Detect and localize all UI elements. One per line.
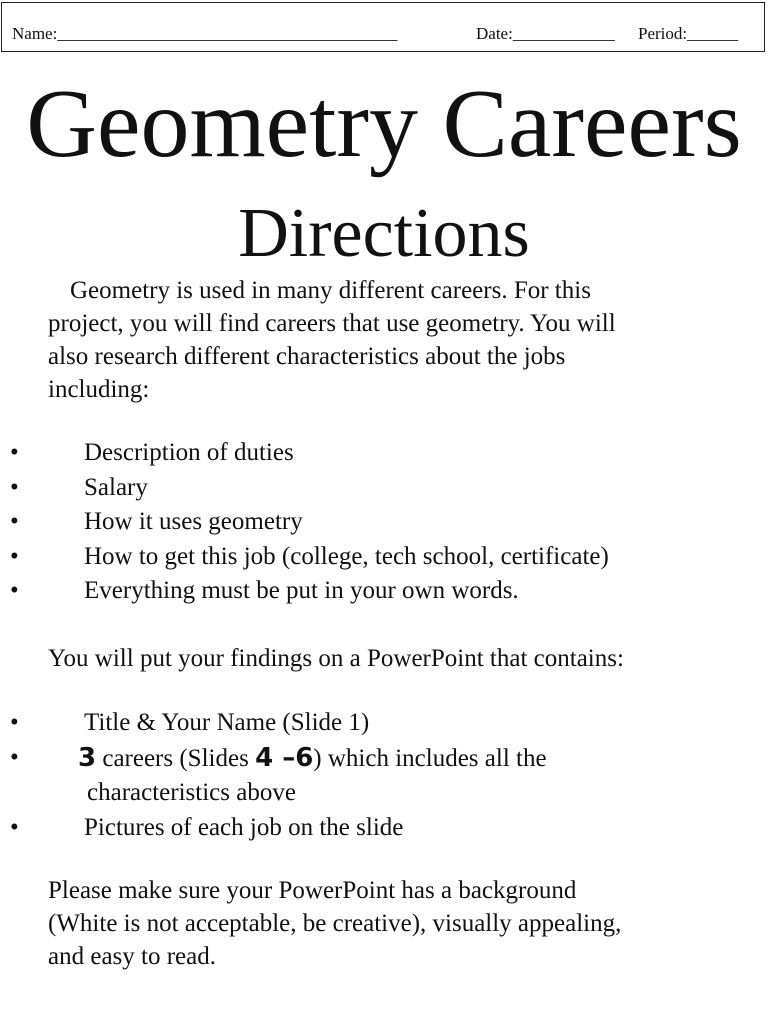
page-title: Geometry Careers [26, 70, 742, 178]
list-item [0, 540, 768, 575]
intro-line: also research different characteristics about the jobs [48, 343, 566, 370]
list-item-text: Description of duties [84, 439, 294, 466]
list-item [0, 471, 768, 506]
list-item-text: Everything must be put in your own words. [84, 577, 519, 604]
list-item [0, 505, 768, 540]
page-subtitle: Directions [238, 195, 530, 272]
bullet-icon: • [10, 577, 19, 604]
period-field-label: Period:______ [638, 24, 739, 43]
list-item-text: Pictures of each job on the slide [84, 813, 404, 841]
closing-line: Please make sure your PowerPoint has a background [48, 877, 577, 904]
requirements-list [0, 706, 768, 845]
list-item [0, 706, 768, 741]
bullet-icon: • [10, 813, 19, 841]
list-item [0, 436, 768, 471]
closing-paragraph [48, 874, 748, 973]
list-item-text: careers (Slides [96, 744, 256, 772]
closing-line: and easy to read. [48, 943, 216, 970]
closing-line: (White is not acceptable, be creative), visually appealing, [48, 910, 622, 937]
bullet-icon: • [10, 542, 19, 570]
list-item [0, 811, 768, 846]
intro-paragraph [48, 274, 748, 406]
student-info-header [1, 2, 765, 52]
bullet-icon: • [10, 473, 19, 501]
list-item-text: ) which includes all the [313, 744, 547, 772]
list-item-text: characteristics above [87, 779, 296, 806]
bullet-icon: • [10, 508, 19, 535]
list-item-text: How to get this job (college, tech school, certificate) [84, 542, 609, 570]
handwritten-slide-range: 4 –6 [255, 742, 314, 773]
characteristics-list [0, 436, 768, 609]
list-item [0, 574, 768, 609]
list-item-text: Title & Your Name (Slide 1) [84, 709, 370, 736]
list-item-text: How it uses geometry [84, 508, 303, 535]
list-item-text: Salary [84, 473, 148, 501]
name-field-label: Name:________________________________________ [12, 24, 398, 43]
intro-line: including: [48, 376, 150, 403]
intro-line: project, you will find careers that use geometry. You will [48, 310, 616, 337]
bullet-icon: • [10, 709, 19, 736]
bullet-icon: • [10, 439, 19, 466]
intro-line: Geometry is used in many different careers. For this [70, 277, 591, 304]
powerpoint-intro: You will put your findings on a PowerPoint that contains: [48, 645, 624, 672]
date-field-label: Date:____________ [476, 24, 615, 43]
handwritten-career-count: 3 [78, 742, 97, 773]
list-item [0, 741, 768, 811]
bullet-icon: • [10, 743, 19, 771]
